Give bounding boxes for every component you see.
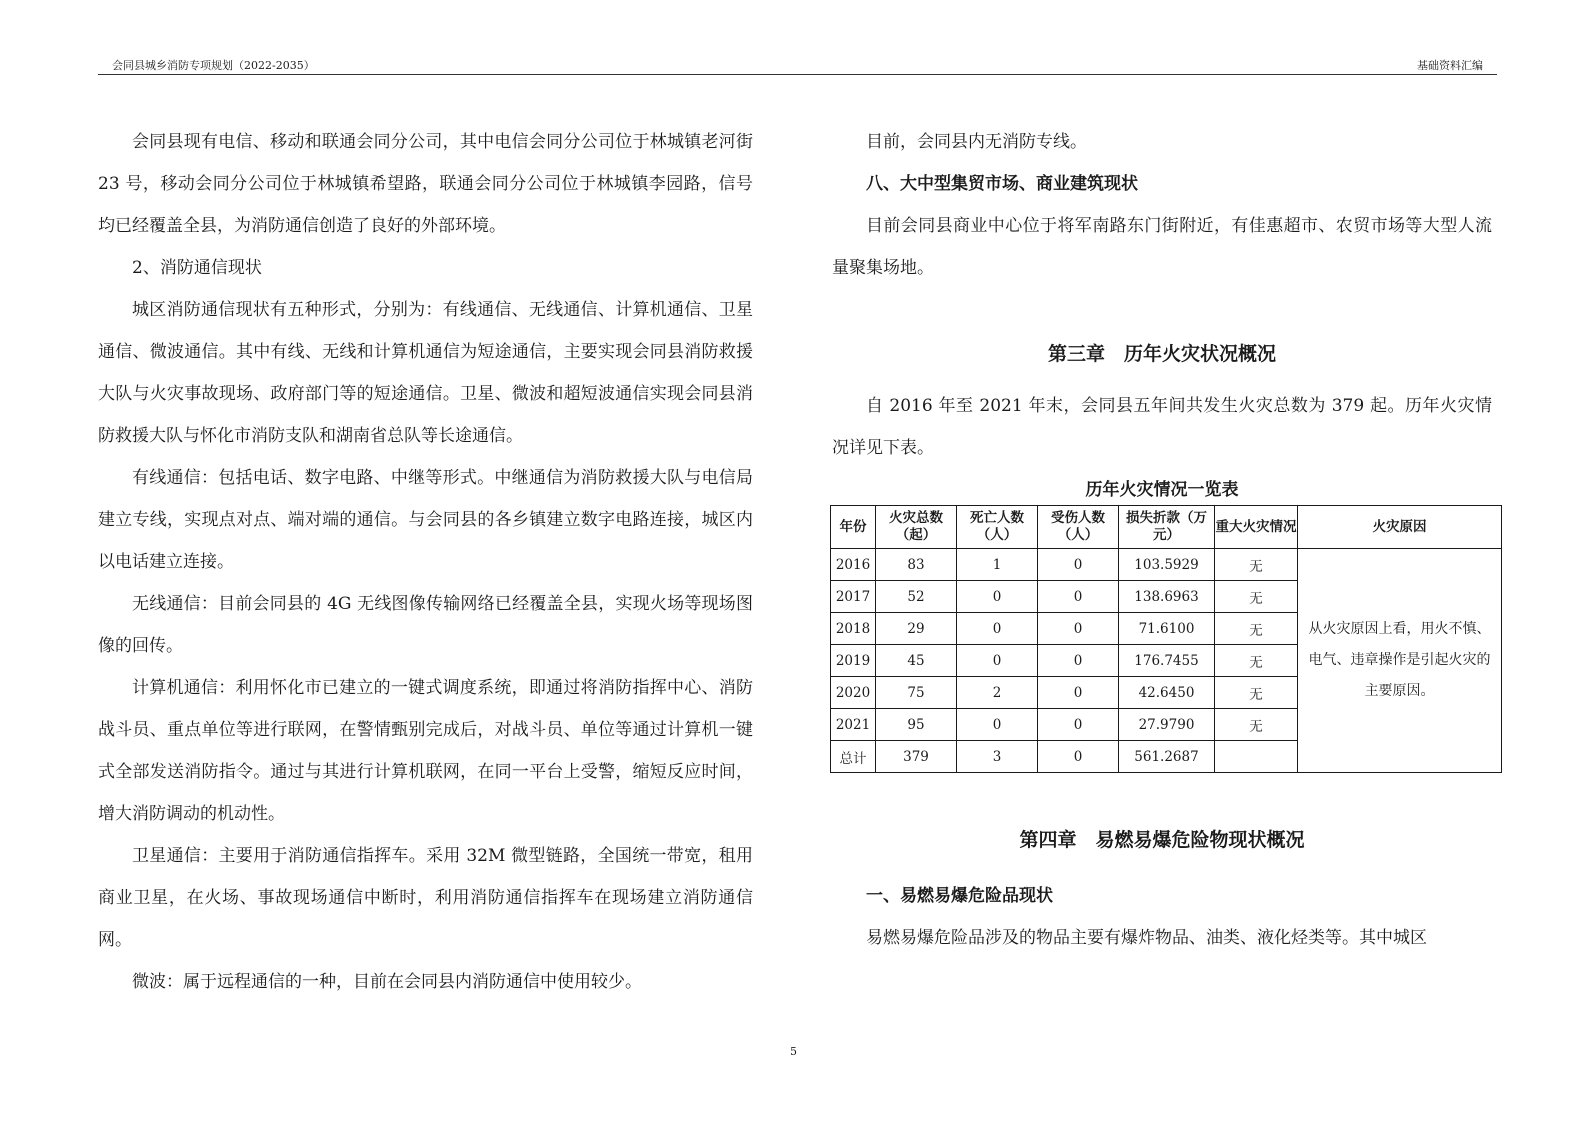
cell-major: 无 — [1215, 677, 1298, 709]
page-number: 5 — [790, 1045, 797, 1058]
cell-loss: 176.7455 — [1119, 645, 1215, 677]
paragraph-wired-comm: 有线通信：包括电话、数字电路、中继等形式。中继通信为消防救援大队与电信局建立专线，实现点对点、端对端的通信。与会同县的各乡镇建立数字电路连接，城区内以电话建立连接。 — [98, 468, 753, 572]
cell-total: 29 — [876, 613, 957, 645]
cell-cause: 从火灾原因上看，用火不慎、电气、违章操作是引起火灾的主要原因。 — [1298, 549, 1502, 773]
table-row — [831, 549, 1502, 581]
cell-loss: 103.5929 — [1119, 549, 1215, 581]
cell-injuries: 0 — [1038, 581, 1119, 613]
cell-total: 83 — [876, 549, 957, 581]
paragraph-computer-comm: 计算机通信：利用怀化市已建立的一键式调度系统，即通过将消防指挥中心、消防战斗员、重点单位等进行联网，在警情甄别完成后，对战斗员、单位等通过计算机一键式全部发送消防指令。通过与其进行计算机联网，在同一平台上受警，缩短反应时间，增大消防调动的机动性。 — [98, 678, 753, 824]
right-column — [832, 121, 1492, 959]
paragraph-telecom-providers: 会同县现有电信、移动和联通会同分公司，其中电信会同分公司位于林城镇老河街 23 号，移动会同分公司位于林城镇希望路，联通会同分公司位于林城镇李园路，信号均已经覆盖全县，为消防通信创造了良好的外部环境。 — [98, 132, 753, 236]
header-deaths: 死亡人数（人） — [957, 506, 1038, 549]
cell-loss: 27.9790 — [1119, 709, 1215, 741]
cell-total: 52 — [876, 581, 957, 613]
header-doc-title: 会同县城乡消防专项规划（2022-2035） — [112, 59, 315, 72]
header-year: 年份 — [831, 506, 876, 549]
chapter-heading-fire-history: 第三章 历年火灾状况概况 — [1047, 343, 1276, 365]
section-heading-hazardous-goods: 一、易燃易爆危险品现状 — [866, 886, 1053, 906]
cell-loss: 71.6100 — [1119, 613, 1215, 645]
cell-loss: 138.6963 — [1119, 581, 1215, 613]
chapter-heading-hazardous: 第四章 易燃易爆危险物现状概况 — [1019, 829, 1305, 851]
cell-year: 2018 — [831, 613, 876, 645]
table-title: 历年火灾情况一览表 — [1085, 480, 1239, 500]
paragraph-hazardous-goods: 易燃易爆危险品涉及的物品主要有爆炸物品、油类、液化烃类等。其中城区 — [866, 928, 1427, 948]
cell-deaths: 0 — [957, 709, 1038, 741]
cell-total: 95 — [876, 709, 957, 741]
header-injuries: 受伤人数（人） — [1038, 506, 1119, 549]
cell-major: 无 — [1215, 613, 1298, 645]
paragraph-wireless-comm: 无线通信：目前会同县的 4G 无线图像传输网络已经覆盖全县，实现火场等现场图像的回传。 — [98, 594, 753, 656]
cell-major — [1215, 741, 1298, 773]
cell-major: 无 — [1215, 645, 1298, 677]
header-section-title: 基础资料汇编 — [1417, 59, 1483, 72]
cell-deaths: 0 — [957, 613, 1038, 645]
cell-total: 75 — [876, 677, 957, 709]
paragraph-fire-summary: 自 2016 年至 2021 年末，会同县五年间共发生火灾总数为 379 起。历年火灾情况详见下表。 — [832, 396, 1492, 458]
cell-major: 无 — [1215, 549, 1298, 581]
cell-year: 2017 — [831, 581, 876, 613]
paragraph-commercial-center: 目前会同县商业中心位于将军南路东门街附近，有佳惠超市、农贸市场等大型人流量聚集场地。 — [832, 216, 1492, 278]
cell-loss: 561.2687 — [1119, 741, 1215, 773]
fire-history-table — [830, 505, 1502, 773]
paragraph-no-fire-line: 目前，会同县内无消防专线。 — [866, 132, 1087, 152]
cell-year: 总计 — [831, 741, 876, 773]
cell-injuries: 0 — [1038, 549, 1119, 581]
page-header — [98, 56, 1497, 75]
cell-deaths: 3 — [957, 741, 1038, 773]
header-loss: 损失折款（万元） — [1119, 506, 1215, 549]
cell-major: 无 — [1215, 581, 1298, 613]
paragraph-microwave-comm: 微波：属于远程通信的一种，目前在会同县内消防通信中使用较少。 — [132, 972, 642, 992]
cell-loss: 42.6450 — [1119, 677, 1215, 709]
cell-deaths: 0 — [957, 645, 1038, 677]
paragraph-comm-forms: 城区消防通信现状有五种形式，分别为：有线通信、无线通信、计算机通信、卫星通信、微波通信。其中有线、无线和计算机通信为短途通信，主要实现会同县消防救援大队与火灾事故现场、政府部门等的短途通信。卫星、微波和超短波通信实现会同县消防救援大队与怀化市消防支队和湖南省总队等长途通信。 — [98, 300, 753, 446]
cell-year: 2021 — [831, 709, 876, 741]
cell-injuries: 0 — [1038, 645, 1119, 677]
cell-deaths: 0 — [957, 581, 1038, 613]
cell-year: 2020 — [831, 677, 876, 709]
cell-injuries: 0 — [1038, 677, 1119, 709]
cell-injuries: 0 — [1038, 709, 1119, 741]
cell-year: 2019 — [831, 645, 876, 677]
left-column — [98, 121, 753, 1003]
paragraph-satellite-comm: 卫星通信：主要用于消防通信指挥车。采用 32M 微型链路，全国统一带宽，租用商业卫星，在火场、事故现场通信中断时，利用消防通信指挥车在现场建立消防通信网。 — [98, 846, 753, 950]
table-header-row — [831, 506, 1502, 549]
cell-total: 45 — [876, 645, 957, 677]
header-major: 重大火灾情况 — [1215, 506, 1298, 549]
header-total: 火灾总数（起） — [876, 506, 957, 549]
section-heading-markets: 八、大中型集贸市场、商业建筑现状 — [866, 174, 1138, 194]
cell-injuries: 0 — [1038, 741, 1119, 773]
cell-deaths: 1 — [957, 549, 1038, 581]
cell-major: 无 — [1215, 709, 1298, 741]
subheading-fire-comm-status: 2、消防通信现状 — [132, 258, 262, 278]
cell-total: 379 — [876, 741, 957, 773]
cell-year: 2016 — [831, 549, 876, 581]
cell-injuries: 0 — [1038, 613, 1119, 645]
header-cause: 火灾原因 — [1298, 506, 1502, 549]
cell-deaths: 2 — [957, 677, 1038, 709]
